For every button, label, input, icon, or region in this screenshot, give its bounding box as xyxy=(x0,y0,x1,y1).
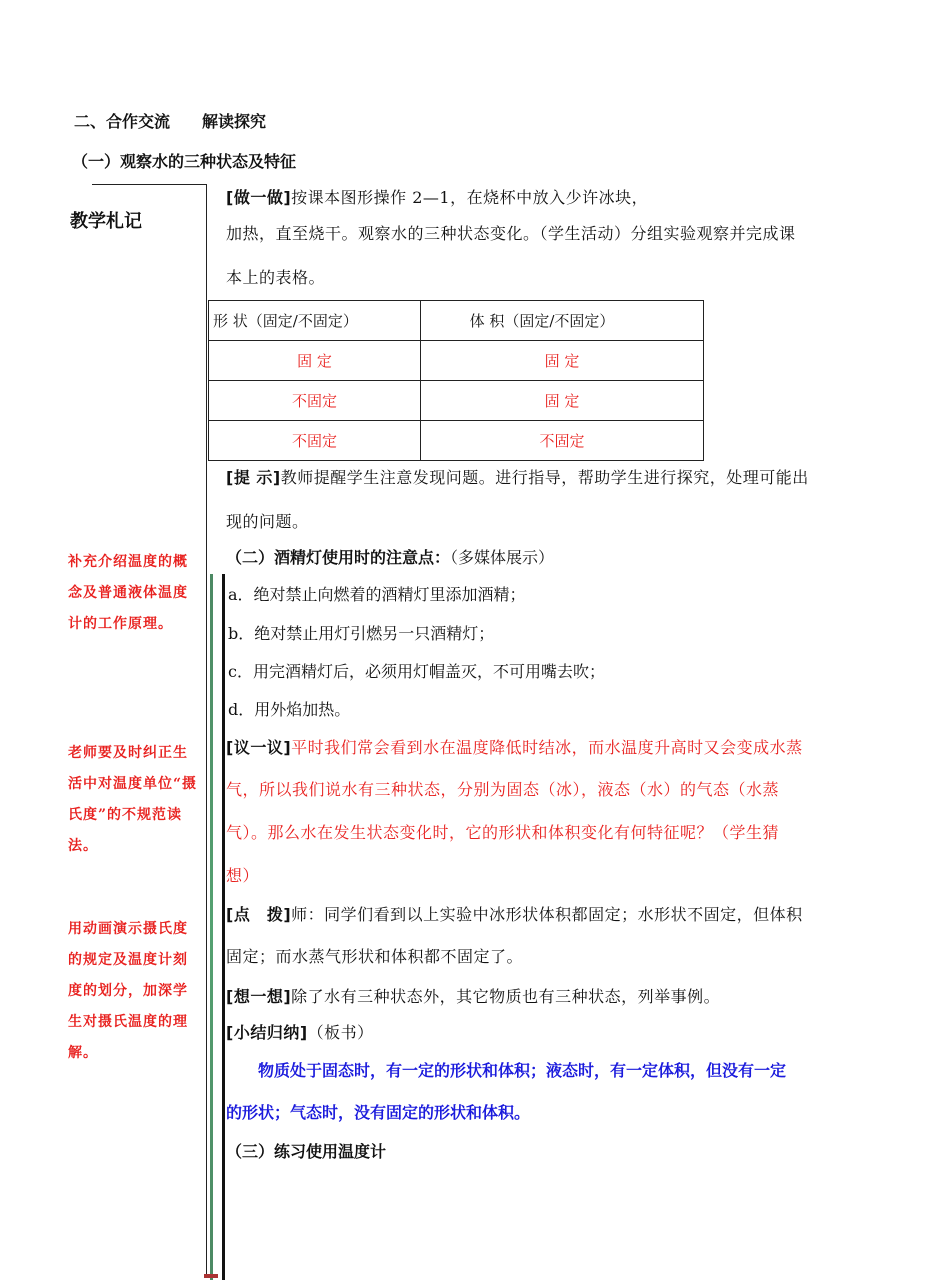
table-cell: 固 定 xyxy=(421,381,704,421)
summary-line2: 的形状；气态时，没有固定的形状和体积。 xyxy=(226,1103,531,1122)
states-table xyxy=(208,300,704,461)
table-cell: 不固定 xyxy=(209,421,421,461)
do-it-line3: 本上的表格。 xyxy=(226,268,326,287)
table-cell: 不固定 xyxy=(209,381,421,421)
sub3-title: （三）练习使用温度计 xyxy=(226,1142,387,1161)
table-row xyxy=(209,381,704,421)
do-it-line2: 加热，直至烧干。观察水的三种状态变化。（学生活动）分组实验观察并完成课 xyxy=(226,224,796,243)
think-line: [想一想]除了水有三种状态外，其它物质也有三种状态，列举事例。 xyxy=(226,987,721,1006)
guide-label: [点 拨] xyxy=(226,905,292,924)
discuss-line3: 气）。那么水在发生状态变化时，它的形状和体积变化有何特征呢？（学生猜 xyxy=(226,823,780,842)
side-note-1: 补充介绍温度的概念及普通液体温度计的工作原理。 xyxy=(68,554,188,632)
hint-label: [提 示] xyxy=(226,468,281,487)
summary-line1: 物质处于固态时，有一定的形状和体积；液态时，有一定体积，但没有一定 xyxy=(258,1061,787,1080)
sub2-title: （二）酒精灯使用时的注意点： xyxy=(226,548,451,567)
lamp-rule-d: d．用外焰加热。 xyxy=(228,700,351,719)
discuss-line2: 气，所以我们说水有三种状态，分别为固态（冰），液态（水）的气态（水蒸 xyxy=(226,780,780,799)
table-cell: 固 定 xyxy=(209,341,421,381)
do-it-line1: [做一做]按课本图形操作 2—1，在烧杯中放入少许冰块， xyxy=(226,188,649,207)
summary-heading xyxy=(226,1020,374,1043)
think-label: [想一想] xyxy=(226,987,292,1006)
sub2-heading xyxy=(226,545,554,568)
discuss-line4: 想） xyxy=(226,866,260,885)
table-header-row xyxy=(209,301,704,341)
do-it-label: [做一做] xyxy=(226,188,292,207)
sidebar-divider xyxy=(206,184,207,1278)
table-row xyxy=(209,421,704,461)
lamp-rule-b: b．绝对禁止用灯引燃另一只酒精灯； xyxy=(228,624,495,643)
hint-line1: [提 示]教师提醒学生注意发现问题。进行指导，帮助学生进行探究，处理可能出 xyxy=(226,468,809,487)
lamp-rule-c: c．用完酒精灯后，必须用灯帽盖灭，不可用嘴去吹； xyxy=(228,662,605,681)
discuss-line1: [议一议]平时我们常会看到水在温度降低时结冰，而水温度升高时又会变成水蒸 xyxy=(226,738,803,757)
hint-line2: 现的问题。 xyxy=(226,512,309,531)
lamp-rule-a: a．绝对禁止向燃着的酒精灯里添加酒精； xyxy=(228,585,526,604)
column-rule xyxy=(222,574,225,1280)
table-header-shape: 形 状（固定/不固定） xyxy=(209,301,421,341)
guide-line1: [点 拨]师：同学们看到以上实验中冰形状体积都固定；水形状不固定，但体积 xyxy=(226,905,803,924)
guide-line2: 固定；而水蒸气形状和体积都不固定了。 xyxy=(226,947,524,966)
table-cell: 固 定 xyxy=(421,341,704,381)
sidebar-header: 教学札记 xyxy=(70,211,142,232)
side-note-2: 老师要及时纠正生活中对温度单位“摄氏度”的不规范读法。 xyxy=(68,745,198,854)
discuss-label: [议一议] xyxy=(226,738,292,757)
table-header-volume: 体 积（固定/不固定） xyxy=(421,301,704,341)
summary-label: [小结归纳] xyxy=(226,1023,308,1042)
sub1-title: （一）观察水的三种状态及特征 xyxy=(72,152,297,171)
table-row xyxy=(209,341,704,381)
thermometer-line xyxy=(208,574,216,1280)
side-note-3: 用动画演示摄氏度的规定及温度计刻度的划分，加深学生对摄氏温度的理解。 xyxy=(68,921,188,1061)
sub2-note: （多媒体展示） xyxy=(450,548,555,567)
summary-note: （板书） xyxy=(307,1023,374,1042)
section-title: 二、合作交流 解读探究 xyxy=(74,112,267,131)
sidebar-top-rule xyxy=(92,184,206,185)
table-cell: 不固定 xyxy=(421,421,704,461)
